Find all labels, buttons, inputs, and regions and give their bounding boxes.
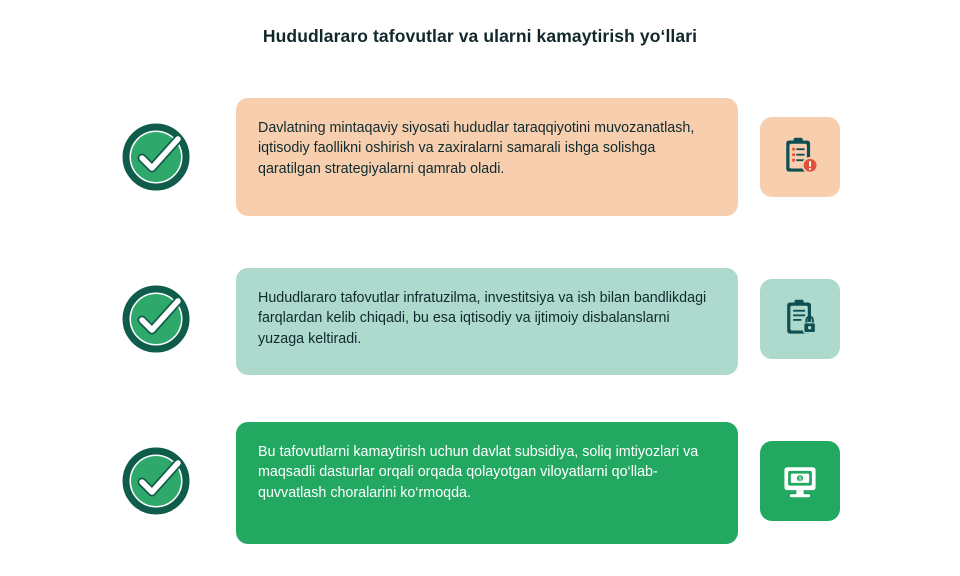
list-item [0,414,960,548]
check-circle-icon [120,443,196,519]
content-card: Hududlararo tafovutlar infratuzilma, investitsiya va ish bilan bandlikdagi farqlardan kelib chiqadi, bu esa iqtisodiy va ijtimoiy disbalanslarni yuzaga keltiradi. [236,268,738,375]
page-title: Hududlararo tafovutlar va ularni kamaytirish yo‘llari [262,26,698,46]
content-card: Davlatning mintaqaviy siyosati hududlar taraqqiyotini muvozanatlash, iqtisodiy faollikni oshirish va zaxiralarni samarali ishga solishga qaratilgan strategiyalarni qamrab oladi. [236,98,738,216]
list-item [0,252,960,386]
svg-text:$: $ [798,476,802,483]
rows-container [0,90,960,576]
check-circle-icon [120,119,196,195]
clipboard-lock-icon [760,279,840,359]
check-circle-icon [120,281,196,357]
content-card: Bu tafovutlarni kamaytirish uchun davlat subsidiya, soliq imtiyozlari va maqsadli dasturlar orqali orqada qolayotgan viloyatlarni qo‘llab-quvvatlash choralarini ko‘rmoqda. [236,422,738,544]
clipboard-alert-icon [760,117,840,197]
money-monitor-icon [760,441,840,521]
list-item [0,90,960,224]
